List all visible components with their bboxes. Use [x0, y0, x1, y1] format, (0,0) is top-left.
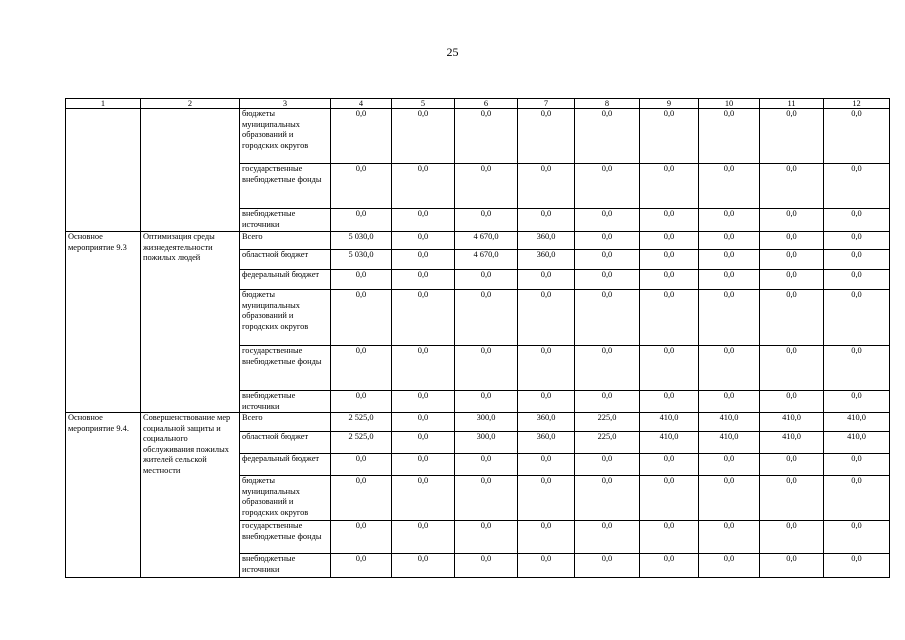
amount-cell: 0,0: [331, 346, 392, 391]
amount-cell: 0,0: [575, 232, 640, 250]
amount-cell: 300,0: [455, 413, 518, 432]
column-header: 1: [66, 99, 141, 109]
amount-cell: 0,0: [331, 164, 392, 209]
amount-cell: 0,0: [575, 554, 640, 578]
measure-title-cell: Оптимизация среды жизнедеятельности пожилых людей: [141, 232, 240, 413]
amount-cell: 0,0: [392, 209, 455, 232]
amount-cell: 0,0: [518, 476, 575, 521]
amount-cell: 0,0: [824, 476, 890, 521]
amount-cell: 0,0: [518, 270, 575, 290]
amount-cell: 0,0: [392, 413, 455, 432]
amount-cell: 0,0: [760, 250, 824, 270]
amount-cell: 410,0: [699, 413, 760, 432]
amount-cell: 0,0: [331, 454, 392, 476]
amount-cell: 0,0: [760, 521, 824, 554]
funding-source-cell: областной бюджет: [240, 250, 331, 270]
funding-source-cell: бюджеты муниципальных образований и городских округов: [240, 109, 331, 164]
amount-cell: 0,0: [640, 290, 699, 346]
amount-cell: 410,0: [760, 432, 824, 454]
amount-cell: 0,0: [760, 164, 824, 209]
amount-cell: 0,0: [760, 270, 824, 290]
funding-source-cell: государственные внебюджетные фонды: [240, 346, 331, 391]
funding-source-cell: областной бюджет: [240, 432, 331, 454]
amount-cell: 225,0: [575, 413, 640, 432]
amount-cell: 0,0: [455, 209, 518, 232]
funding-source-cell: бюджеты муниципальных образований и городских округов: [240, 476, 331, 521]
amount-cell: 0,0: [640, 454, 699, 476]
amount-cell: 0,0: [640, 391, 699, 413]
table-row: [66, 232, 890, 250]
amount-cell: 0,0: [331, 270, 392, 290]
amount-cell: 410,0: [640, 413, 699, 432]
amount-cell: 0,0: [699, 209, 760, 232]
measure-cell: Основное мероприятие 9.3: [66, 232, 141, 413]
table-body: [66, 109, 890, 578]
amount-cell: 0,0: [575, 109, 640, 164]
funding-source-cell: государственные внебюджетные фонды: [240, 164, 331, 209]
amount-cell: 2 525,0: [331, 432, 392, 454]
amount-cell: 0,0: [760, 554, 824, 578]
amount-cell: 0,0: [392, 391, 455, 413]
amount-cell: 0,0: [699, 476, 760, 521]
amount-cell: 0,0: [824, 391, 890, 413]
amount-cell: 360,0: [518, 413, 575, 432]
amount-cell: 0,0: [518, 290, 575, 346]
amount-cell: 410,0: [699, 432, 760, 454]
amount-cell: 0,0: [575, 164, 640, 209]
amount-cell: 0,0: [455, 290, 518, 346]
amount-cell: 0,0: [455, 109, 518, 164]
amount-cell: 0,0: [575, 454, 640, 476]
amount-cell: 0,0: [824, 454, 890, 476]
amount-cell: 0,0: [518, 454, 575, 476]
measure-title-cell: [141, 109, 240, 232]
funding-source-cell: Всего: [240, 413, 331, 432]
amount-cell: 0,0: [392, 454, 455, 476]
amount-cell: 0,0: [824, 346, 890, 391]
amount-cell: 0,0: [640, 164, 699, 209]
amount-cell: 0,0: [699, 454, 760, 476]
measure-cell: Основное мероприятие 9.4.: [66, 413, 141, 578]
amount-cell: 0,0: [640, 476, 699, 521]
amount-cell: 0,0: [392, 109, 455, 164]
amount-cell: 0,0: [575, 270, 640, 290]
budget-table: [65, 98, 890, 578]
amount-cell: 0,0: [699, 109, 760, 164]
amount-cell: 0,0: [760, 454, 824, 476]
measure-cell: [66, 109, 141, 232]
amount-cell: 0,0: [824, 250, 890, 270]
amount-cell: 0,0: [455, 346, 518, 391]
amount-cell: 0,0: [518, 554, 575, 578]
amount-cell: 0,0: [392, 521, 455, 554]
amount-cell: 0,0: [392, 346, 455, 391]
amount-cell: 0,0: [760, 109, 824, 164]
amount-cell: 0,0: [640, 250, 699, 270]
amount-cell: 0,0: [392, 250, 455, 270]
amount-cell: 0,0: [455, 454, 518, 476]
amount-cell: 2 525,0: [331, 413, 392, 432]
amount-cell: 0,0: [824, 554, 890, 578]
amount-cell: 0,0: [455, 391, 518, 413]
amount-cell: 0,0: [575, 250, 640, 270]
amount-cell: 0,0: [392, 232, 455, 250]
amount-cell: 0,0: [455, 270, 518, 290]
amount-cell: 0,0: [518, 164, 575, 209]
amount-cell: 0,0: [699, 232, 760, 250]
amount-cell: 0,0: [455, 164, 518, 209]
funding-source-cell: внебюджетные источники: [240, 391, 331, 413]
amount-cell: 0,0: [392, 290, 455, 346]
amount-cell: 0,0: [760, 346, 824, 391]
column-header: 9: [640, 99, 699, 109]
amount-cell: 0,0: [824, 109, 890, 164]
amount-cell: 0,0: [575, 521, 640, 554]
amount-cell: 0,0: [824, 232, 890, 250]
column-header: 4: [331, 99, 392, 109]
amount-cell: 0,0: [699, 270, 760, 290]
amount-cell: 0,0: [640, 346, 699, 391]
amount-cell: 360,0: [518, 432, 575, 454]
amount-cell: 0,0: [575, 209, 640, 232]
amount-cell: 0,0: [640, 521, 699, 554]
amount-cell: 0,0: [455, 476, 518, 521]
amount-cell: 0,0: [575, 346, 640, 391]
amount-cell: 0,0: [575, 476, 640, 521]
amount-cell: 0,0: [331, 290, 392, 346]
amount-cell: 0,0: [518, 391, 575, 413]
amount-cell: 0,0: [699, 346, 760, 391]
amount-cell: 0,0: [392, 164, 455, 209]
amount-cell: 0,0: [824, 290, 890, 346]
amount-cell: 300,0: [455, 432, 518, 454]
funding-source-cell: Всего: [240, 232, 331, 250]
amount-cell: 0,0: [824, 521, 890, 554]
column-header: 11: [760, 99, 824, 109]
amount-cell: 0,0: [760, 232, 824, 250]
amount-cell: 360,0: [518, 250, 575, 270]
amount-cell: 0,0: [640, 270, 699, 290]
column-header: 12: [824, 99, 890, 109]
header-row: [66, 99, 890, 109]
amount-cell: 0,0: [760, 476, 824, 521]
amount-cell: 0,0: [392, 554, 455, 578]
amount-cell: 225,0: [575, 432, 640, 454]
amount-cell: 4 670,0: [455, 250, 518, 270]
amount-cell: 0,0: [331, 521, 392, 554]
amount-cell: 0,0: [640, 209, 699, 232]
amount-cell: 410,0: [760, 413, 824, 432]
amount-cell: 0,0: [699, 554, 760, 578]
amount-cell: 0,0: [824, 164, 890, 209]
funding-source-cell: внебюджетные источники: [240, 209, 331, 232]
amount-cell: 0,0: [699, 290, 760, 346]
amount-cell: 0,0: [699, 391, 760, 413]
amount-cell: 0,0: [760, 290, 824, 346]
amount-cell: 0,0: [575, 391, 640, 413]
amount-cell: 0,0: [331, 476, 392, 521]
funding-source-cell: государственные внебюджетные фонды: [240, 521, 331, 554]
column-header: 3: [240, 99, 331, 109]
funding-source-cell: внебюджетные источники: [240, 554, 331, 578]
measure-title-cell: Совершенствование мер социальной защиты и социального обслуживания пожилых жителей сельской местности: [141, 413, 240, 578]
amount-cell: 0,0: [760, 209, 824, 232]
column-header: 7: [518, 99, 575, 109]
amount-cell: 0,0: [392, 476, 455, 521]
amount-cell: 410,0: [824, 432, 890, 454]
amount-cell: 0,0: [331, 209, 392, 232]
funding-source-cell: бюджеты муниципальных образований и городских округов: [240, 290, 331, 346]
table-row: [66, 413, 890, 432]
amount-cell: 0,0: [760, 391, 824, 413]
amount-cell: 0,0: [824, 270, 890, 290]
amount-cell: 0,0: [518, 209, 575, 232]
amount-cell: 410,0: [824, 413, 890, 432]
amount-cell: 5 030,0: [331, 232, 392, 250]
amount-cell: 0,0: [331, 109, 392, 164]
amount-cell: 0,0: [699, 250, 760, 270]
table-row: [66, 109, 890, 164]
amount-cell: 0,0: [640, 232, 699, 250]
amount-cell: 0,0: [455, 521, 518, 554]
amount-cell: 0,0: [392, 432, 455, 454]
amount-cell: 0,0: [518, 521, 575, 554]
column-header: 2: [141, 99, 240, 109]
column-header: 6: [455, 99, 518, 109]
amount-cell: 0,0: [699, 521, 760, 554]
amount-cell: 0,0: [331, 554, 392, 578]
funding-source-cell: федеральный бюджет: [240, 270, 331, 290]
column-header: 10: [699, 99, 760, 109]
amount-cell: 0,0: [640, 554, 699, 578]
amount-cell: 0,0: [518, 346, 575, 391]
amount-cell: 0,0: [518, 109, 575, 164]
amount-cell: 410,0: [640, 432, 699, 454]
column-header: 8: [575, 99, 640, 109]
amount-cell: 360,0: [518, 232, 575, 250]
amount-cell: 5 030,0: [331, 250, 392, 270]
amount-cell: 0,0: [699, 164, 760, 209]
amount-cell: 0,0: [824, 209, 890, 232]
amount-cell: 0,0: [640, 109, 699, 164]
funding-source-cell: федеральный бюджет: [240, 454, 331, 476]
amount-cell: 0,0: [392, 270, 455, 290]
amount-cell: 4 670,0: [455, 232, 518, 250]
amount-cell: 0,0: [575, 290, 640, 346]
amount-cell: 0,0: [331, 391, 392, 413]
amount-cell: 0,0: [455, 554, 518, 578]
page-number: 25: [446, 45, 459, 59]
column-header: 5: [392, 99, 455, 109]
